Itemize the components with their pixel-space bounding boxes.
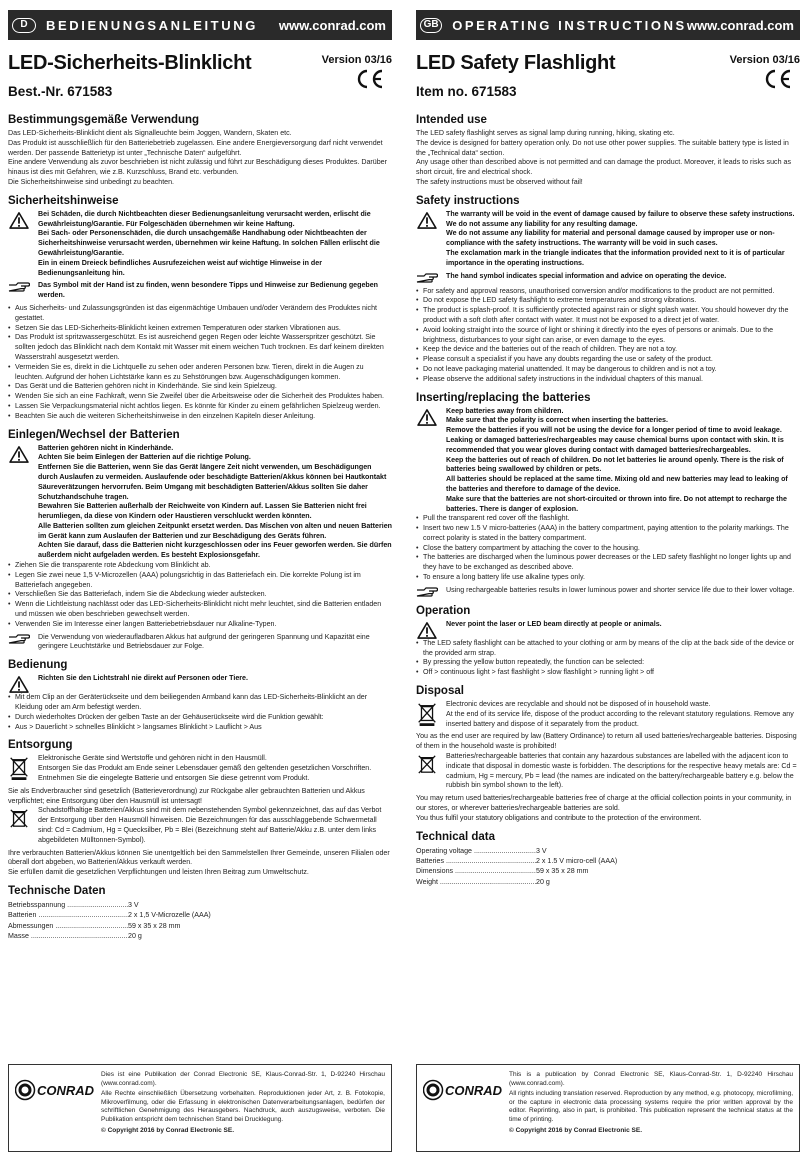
warning-text: Make sure that the polarity is correct when inserting the batteries. xyxy=(446,416,668,425)
spec-value: 3 V xyxy=(536,846,547,855)
pointing-hand-icon xyxy=(416,586,438,598)
hint-text: Die Verwendung von wiederaufladbaren Akkus hat aufgrund der geringeren Spannung und Kapazität eine geringere Leuchtstärke und Betriebsdauer zur Folge. xyxy=(38,632,370,651)
spec-label: Abmessungen ..... xyxy=(8,921,128,931)
spec-label: Batterien ..... xyxy=(8,910,128,920)
footer-text: Dies ist eine Publikation der Conrad Electronic SE, Klaus-Conrad-Str. 1, D-92240 Hirschau (www.conrad.com). xyxy=(101,1071,385,1087)
bullet-item: • Aus > Dauerlicht > schnelles Blinklicht > langsames Blinklicht > Lauflicht > Aus xyxy=(8,723,392,733)
warning-block xyxy=(8,674,392,693)
disposal-block xyxy=(416,752,800,791)
warning-text: Alle Batterien sollten zum gleichen Zeitpunkt ersetzt werden. Das Mischen von alten und neuen Batterien im Gerät kann zum Auslaufen der Batterien und zur Beschädigung des Geräts führen. xyxy=(38,521,392,540)
german-column xyxy=(8,10,392,942)
footer-text: Alle Rechte einschließlich Übersetzung vorbehalten. Reproduktionen jeder Art, z. B. Fotokopie, Mikroverfilmung, oder die Erfassung in elektronischen Datenverarbeitungsanlagen, bedürfen der schriftlichen Genehmigung des Herausgebers. Nachdruck, auch auszugsweise, verboten. Die Publikation entspricht dem technischen Stand bei Drucklegung. xyxy=(101,1090,385,1123)
paragraph: Ihre verbrauchten Batterien/Akkus können Sie unentgeltlich bei den Sammelstellen Ihrer Gemeinde, unseren Filialen oder überall dort abgeben, wo Batterien/Akkus verkauft werden. xyxy=(8,848,390,867)
spec-value: 59 x 35 x 28 mm xyxy=(536,867,589,876)
paragraph: At the end of its service life, dispose of the product according to the relevant statutory regulations. Remove any inserted battery and dispose of it separately from the product. xyxy=(446,709,794,728)
section-title: Disposal xyxy=(416,685,464,698)
hint-block xyxy=(8,633,392,653)
spec-row xyxy=(8,910,392,920)
footer-text: All rights including translation reserved. Reproduction by any method, e.g. photocopy, microfilming, or the capture in electronic data processing systems require the prior written approval by the editor. Reprinting, also in part, is prohibited. This publication represent the technical status at the time of printing. xyxy=(509,1090,793,1123)
spec-value: 3 V xyxy=(128,901,139,909)
warning-text: Remove the batteries if you will not be using the device for a longer period of time to avoid leakage. xyxy=(446,426,782,435)
bullet-item: • Das Produkt ist spritzwassergeschützt. Es ist ausreichend gegen Regen oder leichte Wasserspritzer geschützt. Sie sollten jedoch das Blinklicht nach dem Kontakt mit Wasser mit einem weichen Tuch trocknen. Es darf keinem direkten Wasserstrahl ausgesetzt werden. xyxy=(8,333,392,362)
conrad-logo xyxy=(15,1071,101,1145)
conrad-logo-icon xyxy=(423,1079,503,1101)
bullet-item: • Vermeiden Sie es, direkt in die Lichtquelle zu sehen oder anderen Personen bzw. Tieren, direkt in die Augen zu leuchten. Aufgrund der hohen Lichtstärke kann es zu Sehstörungen bzw. Augenschädigungen kommen. xyxy=(8,363,392,383)
warning-text: Achten Sie beim Einlegen der Batterien auf die richtige Polung. xyxy=(38,453,251,462)
section-title: Intended use xyxy=(416,114,487,126)
bullet-item: • Mit dem Clip an der Geräterückseite und dem beiliegenden Armband kann das LED-Sicherheits-Blinklicht an der Kleidung oder am Arm befestigt werden. xyxy=(8,693,392,713)
bullet-item: • For safety and approval reasons, unauthorised conversion and/or modifications to the product are not permitted. xyxy=(416,287,800,297)
bullet-item: • Verschließen Sie das Batteriefach, indem Sie die Abdeckung wieder aufstecken. xyxy=(8,590,392,600)
header-title: BEDIENUNGSANLEITUNG xyxy=(46,17,258,33)
disposal-block xyxy=(8,754,392,783)
website-link[interactable]: www.conrad.com xyxy=(686,17,794,33)
paragraph: You thus fulfil your statutory obligations and contribute to the protection of the environment. xyxy=(416,813,702,822)
spec-row xyxy=(416,846,800,856)
bullet-item: • By pressing the yellow button repeatedly, the function can be selected: xyxy=(416,658,800,668)
warning-triangle-icon xyxy=(416,210,438,229)
warning-text: Leaking or damaged batteries/rechargeables may cause chemical burns upon contact with skin. It is recommended that you wear gloves during contact with damaged batteries/rechargeables. xyxy=(446,435,784,454)
conrad-logo-icon xyxy=(15,1079,95,1101)
paragraph: The LED safety flashlight serves as signal lamp during running, hiking, skating etc. xyxy=(416,129,675,137)
product-title: LED Safety Flashlight xyxy=(416,52,616,74)
bullet-item: • The LED safety flashlight can be attached to your clothing or arm by means of the clip at the back side of the device or the provided arm strap. xyxy=(416,639,800,659)
publisher-footer xyxy=(8,1064,392,1152)
logo-text: CONRAD xyxy=(37,1083,95,1098)
bullet-item: • Legen Sie zwei neue 1,5 V-Microzellen (AAA) polungsrichtig in das Batteriefach ein. Die korrekte Polung ist im Batteriefach angegeben. xyxy=(8,571,392,591)
publisher-footer xyxy=(416,1064,800,1152)
bullet-item: • Please observe the additional safety instructions in the individual chapters of this manual. xyxy=(416,375,800,385)
section-title: Operation xyxy=(416,604,471,617)
bullet-item: • The batteries are discharged when the luminous power decreases or the LED safety flashlight no longer lights up and they have to be exchanged as described above. xyxy=(416,553,800,573)
spec-row xyxy=(8,921,392,931)
warning-block xyxy=(8,444,392,562)
warning-block xyxy=(416,210,800,269)
bullet-item: • Das Gerät und die Batterien gehören nicht in Kinderhände. Sie sind kein Spielzeug. xyxy=(8,382,392,392)
item-number: Item no. 671583 xyxy=(416,84,517,99)
bullet-item: • Verwenden Sie im Interesse einer langen Batteriebetriebsdauer nur Alkaline-Typen. xyxy=(8,620,392,630)
crossed-bin-icon xyxy=(416,700,438,726)
pointing-hand-icon xyxy=(416,272,438,284)
warning-text: We do not assume any liability for any resulting damage. xyxy=(446,219,638,228)
paragraph: Entsorgen Sie das Produkt am Ende seiner Lebensdauer gemäß den geltenden gesetzlichen Vorschriften. Entnehmen Sie die eingelegte Batterie und entsorgen Sie diese getrennt vom Produkt. xyxy=(38,764,372,783)
paragraph: Sie erfüllen damit die gesetzlichen Verpflichtungen und leisten Ihren Beitrag zum Umweltschutz. xyxy=(8,868,309,877)
spec-value: 59 x 35 x 28 mm xyxy=(128,921,181,930)
section-title: Sicherheitshinweise xyxy=(8,194,119,207)
paragraph: The device is designed for battery operation only. Do not use other power supplies. The suitable battery type is listed in the „Technical data“ section. xyxy=(416,138,789,157)
warning-triangle-icon xyxy=(8,444,30,463)
paragraph: Das Produkt ist ausschließlich für den Batteriebetrieb zugelassen. Eine andere Energieversorgung darf nicht verwendet werden. Der passende Batterietyp ist unter „Technische Daten“ aufgeführt. xyxy=(8,138,383,157)
warning-text: Keep batteries away from children. xyxy=(446,406,564,415)
bullet-item: • Setzen Sie das LED-Sicherheits-Blinklicht keinen extremen Temperaturen oder starken Vibrationen aus. xyxy=(8,324,392,334)
section-title: Bedienung xyxy=(8,659,68,672)
bullet-item: • Wenn die Lichtleistung nachlässt oder das LED-Sicherheits-Blinklicht nicht mehr leuchtet, sind die Batterien entladen und müssen wie oben beschrieben gewechselt werden. xyxy=(8,600,392,620)
section-title: Entsorgung xyxy=(8,739,73,752)
bullet-item: • Keep the device and the batteries out of the reach of children. They are not a toy. xyxy=(416,345,800,355)
ce-mark-icon xyxy=(762,68,792,90)
crossed-bin-icon xyxy=(416,752,438,774)
bullet-item: • Off > continuous light > fast flashlight > slow flashlight > running light > off xyxy=(416,668,800,678)
section-title: Safety instructions xyxy=(416,194,520,207)
disposal-block xyxy=(416,700,800,729)
language-badge: GB xyxy=(420,18,442,33)
section-title: Technische Daten xyxy=(8,885,106,897)
version-label: Version 03/16 xyxy=(729,54,800,66)
hint-text: Using rechargeable batteries results in lower luminous power and shorter service life due to their lower voltage. xyxy=(446,585,795,594)
warning-text: The exclamation mark in the triangle indicates that the information provided next to it is of particular importance in the operating instructions. xyxy=(446,248,785,267)
title-row xyxy=(8,52,392,114)
bullet-item: • Avoid looking straight into the source of light or shining it directly into the eyes of persons or animals. Due to the brightness, disturbances to your sight can arise, or even damage to the eyes. xyxy=(416,326,800,346)
warning-text: Achten Sie darauf, dass die Batterien nicht kurzgeschlossen oder ins Feuer geworfen werden. Sie dürfen außerdem nicht aufgeladen werden. Es besteht Explosionsgefahr. xyxy=(38,541,392,560)
bullet-item: • Beachten Sie auch die weiteren Sicherheitshinweise in den einzelnen Kapiteln dieser Anleitung. xyxy=(8,412,392,422)
paragraph: Any usage other than described above is not permitted and can damage the product. Moreover, it leads to risks such as short circuit, fire and electrical shock. xyxy=(416,158,792,177)
section-title: Inserting/replacing the batteries xyxy=(416,391,591,404)
website-link[interactable]: www.conrad.com xyxy=(278,17,386,33)
warning-text: Ein in einem Dreieck befindliches Ausrufezeichen weist auf wichtige Hinweise in der Bedienungsanleitung hin. xyxy=(38,258,322,277)
bullet-item: • Lassen Sie Verpackungsmaterial nicht achtlos liegen. Es könnte für Kinder zu einem gefährlichen Spielzeug werden. xyxy=(8,402,392,412)
hint-block xyxy=(416,586,800,598)
footer-text: This is a publication by Conrad Electronic SE, Klaus-Conrad-Str. 1, D-92240 Hirschau (www.conrad.com). xyxy=(509,1071,793,1087)
section-title: Bestimmungsgemäße Verwendung xyxy=(8,114,200,126)
spec-row xyxy=(416,856,800,866)
version-label: Version 03/16 xyxy=(321,54,392,66)
spec-label: Masse ..... xyxy=(8,931,128,941)
warning-text: Bewahren Sie Batterien außerhalb der Reichweite von Kindern auf. Lassen Sie Batterien nicht frei herumliegen, da diese von Kindern oder Haustieren verschluckt werden könnten. xyxy=(38,502,367,521)
item-number: Best.-Nr. 671583 xyxy=(8,84,113,99)
disposal-block xyxy=(8,806,392,845)
bullet-item: • Wenden Sie sich an eine Fachkraft, wenn Sie Zweifel über die Arbeitsweise oder die Sicherheit des Produktes haben. xyxy=(8,392,392,402)
header-title: OPERATING INSTRUCTIONS xyxy=(452,17,687,33)
spec-row xyxy=(416,866,800,876)
crossed-bin-icon xyxy=(8,806,30,828)
warning-text: Never point the laser or LED beam directly at people or animals. xyxy=(446,619,662,628)
section-title: Technical data xyxy=(416,830,496,843)
paragraph: You as the end user are required by law (Battery Ordinance) to return all used batteries/rechargeable batteries. Disposing of them in the household waste is prohibited! xyxy=(416,732,797,751)
copyright: © Copyright 2016 by Conrad Electronic SE. xyxy=(101,1126,235,1134)
paragraph: Electronic devices are recyclable and should not be disposed of in household waste. xyxy=(446,700,711,709)
spec-row xyxy=(8,900,392,910)
paragraph: Schadstoffhaltige Batterien/Akkus sind mit dem nebenstehenden Symbol gekennzeichnet, das auf das Verbot der Entsorgung über den Hausmüll hinweisen. Die Bezeichnungen für das ausschlaggebende Schwermetall sind: Cd = Cadmium, Hg = Quecksilber, Pb = Blei (Bezeichnung steht auf Batterie/Akku z.B. unter dem links abgebildeten Mülltonnen-Symbol). xyxy=(38,806,382,844)
spec-label: Betriebsspannung ..... xyxy=(8,900,128,910)
warning-text: Keep the batteries out of reach of children. Do not let batteries lie around openly. There is the risk of batteries being swallowed by children or pets. xyxy=(446,455,784,474)
spec-value: 2 x 1,5 V-Microzelle (AAA) xyxy=(128,911,211,920)
paragraph: The safety instructions must be observed without fail! xyxy=(416,177,583,186)
warning-block xyxy=(416,407,800,515)
crossed-bin-icon xyxy=(8,754,30,780)
spec-row xyxy=(416,877,800,887)
warning-text: Bei Sach- oder Personenschäden, die durch unsachgemäße Handhabung oder Nichtbeachten der Sicherheitshinweise verursacht werden, übernehmen wir keine Haftung. In solchen Fällen erlischt die Gewährleistung/Garantie. xyxy=(38,229,380,257)
hint-block xyxy=(416,272,800,284)
product-title: LED-Sicherheits-Blinklicht xyxy=(8,52,252,74)
pointing-hand-icon xyxy=(8,633,30,645)
title-row xyxy=(416,52,800,114)
hint-text: Das Symbol mit der Hand ist zu finden, wenn besondere Tipps und Hinweise zur Bedienung gegeben werden. xyxy=(38,281,379,300)
warning-text: We do not assume any liability for material and personal damage caused by improper use or non-compliance with the safety instructions. The warranty will be void in such cases. xyxy=(446,229,775,248)
spec-label: Operating voltage ..... xyxy=(416,846,536,856)
hint-text: The hand symbol indicates special information and advice on operating the device. xyxy=(446,271,727,280)
language-badge: D xyxy=(12,18,36,33)
paragraph: Die Sicherheitshinweise sind unbedingt zu beachten. xyxy=(8,177,175,186)
warning-text: Batterien gehören nicht in Kinderhände. xyxy=(38,443,174,452)
bullet-item: • To ensure a long battery life use alkaline types only. xyxy=(416,573,800,583)
paragraph: Batteries/rechargeable batteries that contain any hazardous substances are labelled with the adjacent icon to indicate that disposal in domestic waste is forbidden. The descriptions for the respective heavy metals are: Cd = cadmium, Hg = mercury, Pb = lead (the names are indicated on the battery/rechargeable battery e.g. below the rubbish bin symbol shown to the left). xyxy=(446,752,797,790)
warning-text: Bei Schäden, die durch Nichtbeachten dieser Bedienungsanleitung verursacht werden, erlischt die Gewährleistung/Garantie. Für Folgeschäden übernehmen wir keine Haftung. xyxy=(38,209,371,228)
paragraph: Elektronische Geräte sind Wertstoffe und gehören nicht in den Hausmüll. xyxy=(38,754,267,763)
warning-text: Entfernen Sie die Batterien, wenn Sie das Gerät längere Zeit nicht verwenden, um Beschädigungen durch Auslaufen zu vermeiden. Auslaufende oder beschädigte Batterien/Akkus können bei Hautkontakt Säureverätzungen hervorrufen. Beim Umgang mit beschädigten Batterien/Akkus sollten Sie daher Schutzhandschuhe tragen. xyxy=(38,463,387,501)
paragraph: You may return used batteries/rechargeable batteries free of charge at the official collection points in your community, in our stores, or wherever batteries/rechargeable batteries are sold. xyxy=(416,794,792,813)
bullet-item: • Please consult a specialist if you have any doubts regarding the use or safety of the product. xyxy=(416,355,800,365)
spec-row xyxy=(8,931,392,941)
bullet-item: • Aus Sicherheits- und Zulassungsgründen ist das eigenmächtige Umbauen und/oder Verändern des Produktes nicht gestattet. xyxy=(8,304,392,324)
spec-label: Weight ..... xyxy=(416,877,536,887)
bullet-item: • Do not leave packaging material unattended. It may be dangerous to children and is not a toy. xyxy=(416,365,800,375)
logo-text: CONRAD xyxy=(445,1083,503,1098)
section-title: Einlegen/Wechsel der Batterien xyxy=(8,428,180,441)
warning-triangle-icon xyxy=(416,620,438,639)
bullet-item: • Pull the transparent red cover off the flashlight. xyxy=(416,514,800,524)
spec-value: 2 x 1.5 V micro-cell (AAA) xyxy=(536,857,618,866)
warning-block xyxy=(416,620,800,639)
warning-text: All batteries should be replaced at the same time. Mixing old and new batteries may lead to leaking of the batteries and therefore to damage of the device. xyxy=(446,475,788,493)
warning-triangle-icon xyxy=(8,210,30,229)
ce-mark-icon xyxy=(354,68,384,90)
warning-text: Make sure that the batteries are not short-circuited or thrown into fire. Do not attempt to recharge the batteries. There is danger of explosion. xyxy=(446,494,787,513)
bullet-item: • Insert two new 1.5 V micro-batteries (AAA) in the battery compartment, paying attention to the polarity markings. The correct polarity is stated in the battery compartment. xyxy=(416,524,800,544)
paragraph: Sie als Endverbraucher sind gesetzlich (Batterieverordnung) zur Rückgabe aller gebrauchten Batterien und Akkus verpflichtet; eine Entsorgung über den Hausmüll ist untersagt! xyxy=(8,786,365,805)
paragraph: Das LED-Sicherheits-Blinklicht dient als Signalleuchte beim Joggen, Wandern, Skaten etc. xyxy=(8,129,292,137)
pointing-hand-icon xyxy=(8,281,30,293)
bullet-item: • The product is splash-proof. It is sufficiently protected against rain or slight splash water. You should however dry the product with a soft cloth after contact with water. It must not be exposed to a direct jet of water. xyxy=(416,306,800,326)
warning-triangle-icon xyxy=(8,674,30,693)
spec-label: Dimensions ..... xyxy=(416,866,536,876)
bullet-item: • Do not expose the LED safety flashlight to extreme temperatures and strong vibrations. xyxy=(416,296,800,306)
warning-text: Richten Sie den Lichtstrahl nie direkt auf Personen oder Tiere. xyxy=(38,674,248,683)
warning-block xyxy=(8,210,392,279)
spec-value: 20 g xyxy=(128,932,142,941)
conrad-logo xyxy=(423,1071,509,1145)
spec-label: Batteries ..... xyxy=(416,856,536,866)
paragraph: Eine andere Verwendung als zuvor beschrieben ist nicht zulässig und führt zur Beschädigung dieses Produktes. Darüber hinaus ist dies mit Gefahren, wie z.B. Kurzschluss, Brand etc. verbunden. xyxy=(8,158,387,177)
warning-triangle-icon xyxy=(416,407,438,426)
header-bar xyxy=(416,10,800,40)
bullet-item: • Durch wiederholtes Drücken der gelben Taste an der Gehäuserückseite wird die Funktion gewählt: xyxy=(8,713,392,723)
copyright: © Copyright 2016 by Conrad Electronic SE. xyxy=(509,1126,643,1134)
header-bar xyxy=(8,10,392,40)
english-column xyxy=(416,10,800,887)
warning-text: The warranty will be void in the event of damage caused by failure to observe these safety instructions. xyxy=(446,209,795,218)
hint-block xyxy=(8,281,392,301)
spec-value: 20 g xyxy=(536,877,550,886)
bullet-item: • Ziehen Sie die transparente rote Abdeckung vom Blinklicht ab. xyxy=(8,561,392,571)
bullet-item: • Close the battery compartment by attaching the cover to the housing. xyxy=(416,544,800,554)
